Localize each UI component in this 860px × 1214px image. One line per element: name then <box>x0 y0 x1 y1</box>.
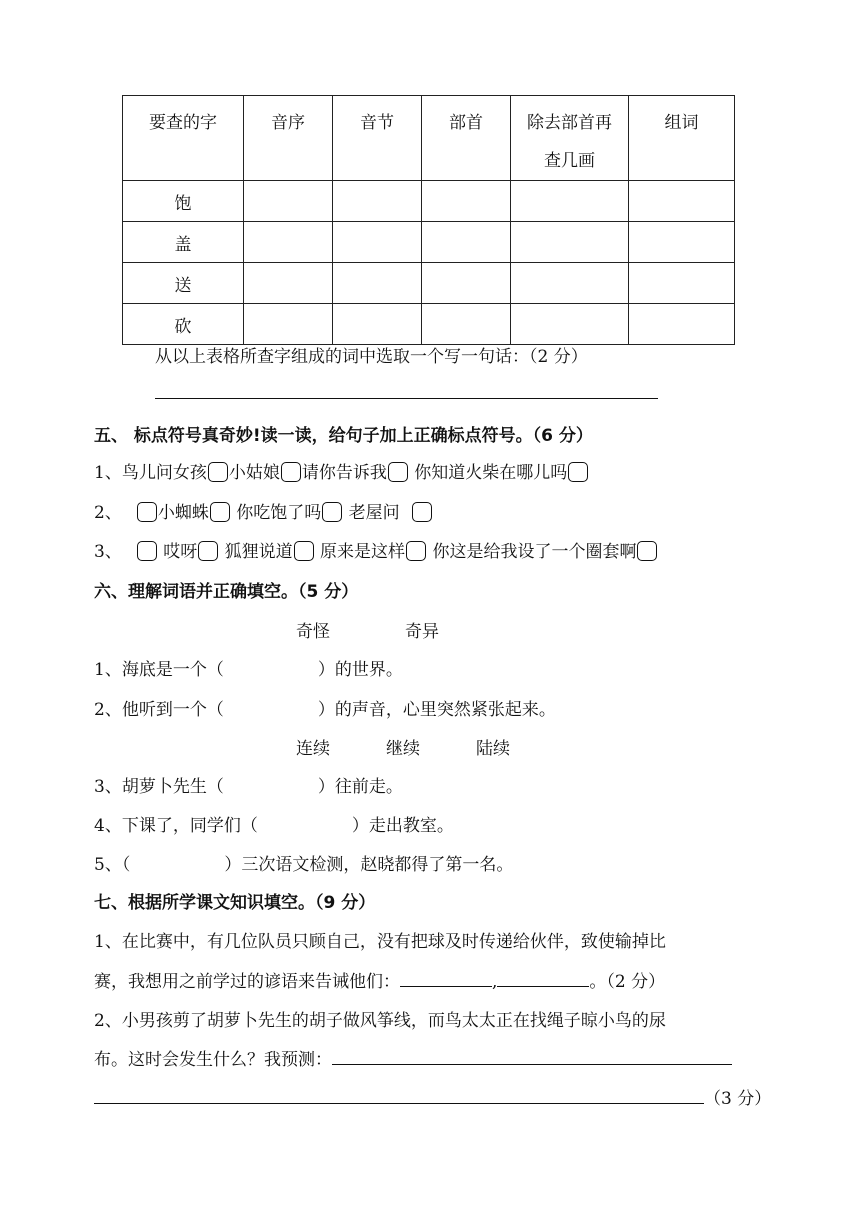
table-row <box>123 304 735 345</box>
fill-question-5 <box>94 850 513 875</box>
question-text: ）的世界。 <box>317 660 403 680</box>
text-part: 鸟儿问女孩 <box>121 463 207 483</box>
text-part: 小蜘蛛 <box>157 503 209 523</box>
punct-box[interactable] <box>568 462 588 482</box>
score-text: （3 分） <box>704 1089 772 1109</box>
char-cell: 送 <box>123 263 244 304</box>
question-text: 2、他听到一个（ <box>94 700 224 720</box>
table-row <box>123 181 735 222</box>
empty-cell[interactable] <box>244 222 333 263</box>
empty-cell[interactable] <box>422 263 511 304</box>
header-wrapped-line2: 查几画 <box>544 151 595 171</box>
question-text: 布。这时会发生什么？我预测： <box>94 1050 332 1070</box>
section7-title: 七、根据所学课文知识填空。（9 分） <box>94 893 376 913</box>
question-text: 5、（ <box>94 855 131 875</box>
table-header-row <box>123 96 735 181</box>
answer-line[interactable] <box>155 398 658 399</box>
fill-question-4 <box>94 811 454 836</box>
punct-line-3 <box>94 537 658 562</box>
header-cell: 要查的字 <box>123 96 244 181</box>
empty-cell[interactable] <box>244 263 333 304</box>
line-num: 2、 <box>94 503 122 523</box>
punct-line-1 <box>94 458 589 483</box>
line-num: 1、 <box>94 463 122 483</box>
q7-2-line2 <box>94 1045 732 1070</box>
section5-title: 五、 标点符号真奇妙!读一读，给句子加上正确标点符号。（6 分） <box>94 426 593 446</box>
text-part: 哎呀 <box>157 542 198 562</box>
separator: , <box>492 972 498 992</box>
line-num: 3、 <box>94 542 122 562</box>
empty-cell[interactable] <box>629 263 735 304</box>
sentence-task: 从以上表格所查字组成的词中选取一个写一句话：（2 分） <box>155 347 588 367</box>
q7-1-line1: 1、在比赛中，有几位队员只顾自己，没有把球及时传递给伙伴，致使输掉比 <box>94 932 666 952</box>
empty-cell[interactable] <box>629 181 735 222</box>
fill-question-3 <box>94 772 403 797</box>
punct-box[interactable] <box>208 462 228 482</box>
question-text: ）走出教室。 <box>351 816 454 836</box>
punct-box[interactable] <box>412 502 432 522</box>
question-text: 3、胡萝卜先生（ <box>94 777 224 797</box>
empty-cell[interactable] <box>511 181 629 222</box>
punct-box[interactable] <box>281 462 301 482</box>
empty-cell[interactable] <box>333 304 422 345</box>
word-choice: 连续 <box>296 739 330 759</box>
punct-box[interactable] <box>198 541 218 561</box>
empty-cell[interactable] <box>511 222 629 263</box>
text-part: 你吃饱了吗 <box>230 503 322 523</box>
punct-box[interactable] <box>137 502 157 522</box>
question-text: 赛，我想用之前学过的谚语来告诫他们： <box>94 972 400 992</box>
header-cell: 音节 <box>333 96 422 181</box>
empty-cell[interactable] <box>629 222 735 263</box>
word-choice: 奇怪 <box>296 622 330 642</box>
punct-box[interactable] <box>322 502 342 522</box>
punct-box[interactable] <box>406 541 426 561</box>
header-cell: 组词 <box>629 96 735 181</box>
fill-question-2 <box>94 695 556 720</box>
q7-2-line3 <box>94 1084 771 1109</box>
word-choice: 继续 <box>386 739 420 759</box>
text-part: 老屋问 <box>343 503 406 523</box>
text-part: 你知道火柴在哪儿吗 <box>408 463 568 483</box>
question-text: ）的声音，心里突然紧张起来。 <box>317 700 556 720</box>
empty-cell[interactable] <box>422 222 511 263</box>
empty-cell[interactable] <box>422 181 511 222</box>
dictionary-table <box>122 95 735 345</box>
header-cell: 部首 <box>422 96 511 181</box>
answer-blank[interactable] <box>332 1064 732 1065</box>
empty-cell[interactable] <box>422 304 511 345</box>
empty-cell[interactable] <box>511 304 629 345</box>
answer-blank[interactable] <box>497 986 589 987</box>
char-cell: 盖 <box>123 222 244 263</box>
q7-2-line1: 2、小男孩剪了胡萝卜先生的胡子做风筝线，而鸟太太正在找绳子晾小鸟的尿 <box>94 1011 666 1031</box>
empty-cell[interactable] <box>333 222 422 263</box>
punct-box[interactable] <box>637 541 657 561</box>
header-wrapped-line1: 除去部首再 <box>527 113 612 133</box>
text-part: 小姑娘 <box>228 463 280 483</box>
punct-line-2 <box>94 498 433 523</box>
answer-blank[interactable] <box>400 986 492 987</box>
empty-cell[interactable] <box>333 181 422 222</box>
q7-1-line2 <box>94 967 665 992</box>
fill-question-1 <box>94 655 403 680</box>
char-cell: 饱 <box>123 181 244 222</box>
header-cell: 音序 <box>244 96 333 181</box>
punct-box[interactable] <box>294 541 314 561</box>
question-text: 1、海底是一个（ <box>94 660 224 680</box>
word-choice: 陆续 <box>476 739 510 759</box>
punct-box[interactable] <box>137 541 157 561</box>
empty-cell[interactable] <box>244 304 333 345</box>
text-part: 请你告诉我 <box>301 463 387 483</box>
table-row <box>123 263 735 304</box>
header-cell <box>511 96 629 181</box>
question-text: ）三次语文检测，赵晓都得了第一名。 <box>224 855 514 875</box>
question-text: 4、下课了，同学们（ <box>94 816 258 836</box>
text-part: 你这是给我设了一个圈套啊 <box>427 542 637 562</box>
answer-blank[interactable] <box>94 1103 704 1104</box>
question-text: 。（2 分） <box>589 972 666 992</box>
text-part: 狐狸说道 <box>219 542 293 562</box>
question-text: ）往前走。 <box>317 777 403 797</box>
empty-cell[interactable] <box>244 181 333 222</box>
empty-cell[interactable] <box>333 263 422 304</box>
empty-cell[interactable] <box>629 304 735 345</box>
section6-title: 六、理解词语并正确填空。（5 分） <box>94 582 359 602</box>
word-choice: 奇异 <box>405 622 439 642</box>
text-part: 原来是这样 <box>314 542 406 562</box>
punct-box[interactable] <box>210 502 230 522</box>
char-cell: 砍 <box>123 304 244 345</box>
table-row <box>123 222 735 263</box>
empty-cell[interactable] <box>511 263 629 304</box>
punct-box[interactable] <box>388 462 408 482</box>
